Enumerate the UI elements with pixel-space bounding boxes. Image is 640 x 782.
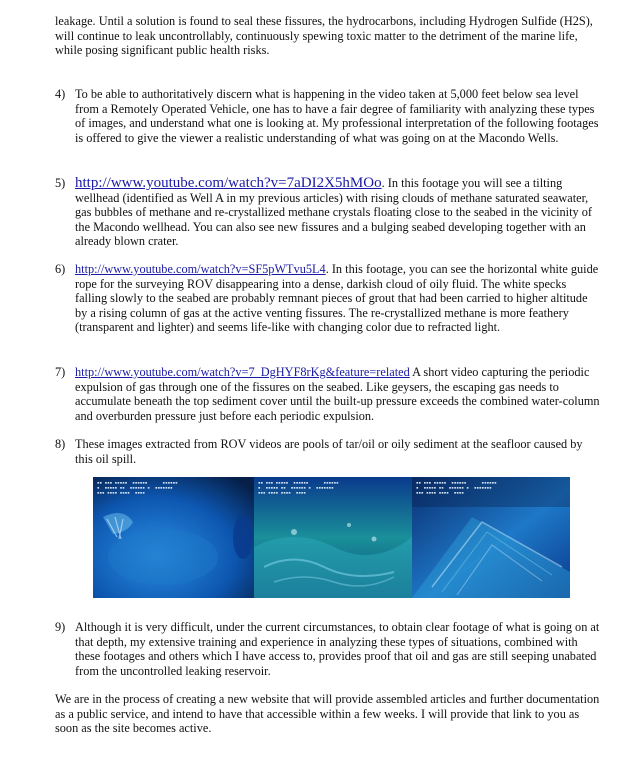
item-text: These images extracted from ROV videos are pools of tar/oil or oily sediment at the seafloor caused by this oil spill. <box>75 437 583 466</box>
item-text: . In this footage, you can see the horizontal white guide rope for the surveying ROV disappearing into a dense, darkish cloud of oily fluid. The white specks falling slowly to the seabed are probably remnant pieces of grout that had been carried to higher altitude by a rising column of gas at the active venting fissures. The re-crystallized methane is more feathery (transparent and lighter) and seems life-like with changing color due to refracted light. <box>75 262 599 335</box>
list-item-7 <box>55 365 600 423</box>
youtube-link-2[interactable]: http://www.youtube.com/watch?v=SF5pWTvu5L4 <box>75 262 326 276</box>
rov-image-strip <box>93 477 570 598</box>
list-item-9 <box>55 620 600 678</box>
item-number: 7) <box>55 365 66 379</box>
video-overlay-text: ▪▪ ▪▪▪ ▪▪▪▪▪ ▪▪▪▪▪▪ ▪▪▪▪▪▪ ▪ ▪▪▪▪▪ ▪▪ ▪▪▪▪▪▪ ▪ ▪▪▪▪▪▪▪ ▪▪▪ ▪▪▪▪ ▪▪▪▪ ▪▪▪▪ <box>258 480 339 495</box>
rov-image-2 <box>254 477 412 598</box>
item-text: A short video capturing the periodic expulsion of gas through one of the fissures on the seabed. Like geysers, the escaping gas needs to accumulate beneath the top sediment cover until the built-up pressure exceeds the combined water-column and overburden pressure just before each periodic expulsion. <box>75 365 600 423</box>
video-overlay-text: ▪▪ ▪▪▪ ▪▪▪▪▪ ▪▪▪▪▪▪ ▪▪▪▪▪▪ ▪ ▪▪▪▪▪ ▪▪ ▪▪▪▪▪▪ ▪ ▪▪▪▪▪▪▪ ▪▪▪ ▪▪▪▪ ▪▪▪▪ ▪▪▪▪ <box>416 480 497 495</box>
rov-image-1 <box>93 477 254 598</box>
item-text: . In this footage you will see a tilting wellhead (identified as Well A in my previous articles) with rising clouds of methane saturated seawater, gas bubbles of methane and re-crystallized methane crystals floating close to the seabed in the vicinity of the Macondo wellhead. You can also see new fissures and a bulging seabed developing together with an already blown crater. <box>75 176 592 249</box>
video-overlay-text: ▪▪ ▪▪▪ ▪▪▪▪▪ ▪▪▪▪▪▪ ▪▪▪▪▪▪ ▪ ▪▪▪▪▪ ▪▪ ▪▪▪▪▪▪ ▪ ▪▪▪▪▪▪▪ ▪▪▪ ▪▪▪▪ ▪▪▪▪ ▪▪▪▪ <box>97 480 178 495</box>
list-item-5 <box>55 176 600 249</box>
item-text: To be able to authoritatively discern what is happening in the video taken at 5,000 feet below sea level from a Remotely Operated Vehicle, one has to have a fair degree of familiarity with analyzing these types of images, and understand what one is looking at. My professional interpretation of the following footages is offered to give the viewer a realistic understanding of what was going on at the Macondo Wells. <box>75 87 599 145</box>
youtube-link-3[interactable]: http://www.youtube.com/watch?v=7_DgHYF8rKg&feature=related <box>75 365 410 379</box>
rov-image-3 <box>412 477 570 598</box>
closing-paragraph: We are in the process of creating a new website that will provide assembled articles and further documentation as a public service, and intend to have that accessible within a few weeks. I will provide that link to you as soon as the site becomes active. <box>55 692 600 736</box>
item-number: 6) <box>55 262 66 276</box>
item-number: 9) <box>55 620 66 634</box>
intro-paragraph: leakage. Until a solution is found to seal these fissures, the hydrocarbons, including Hydrogen Sulfide (H2S), will continue to leak uncontrollably, continuously spewing toxic matter to the detriment of the marine life, while posing significant public health risks. <box>55 14 593 58</box>
item-number: 5) <box>55 176 66 190</box>
list-item-8 <box>55 437 600 466</box>
youtube-link-1[interactable]: http://www.youtube.com/watch?v=7aDI2X5hMOo <box>75 175 382 191</box>
list-item-4 <box>55 87 600 145</box>
item-number: 8) <box>55 437 66 451</box>
item-number: 4) <box>55 87 66 101</box>
list-item-6 <box>55 262 600 335</box>
item-text: Although it is very difficult, under the current circumstances, to obtain clear footage of what is going on at that depth, my extensive training and experience in analyzing these types of situations, combined with these footages and others which I have access to, provides proof that oil and gas are still seeping unabated from the uncontrolled leaking reservoir. <box>75 620 600 678</box>
